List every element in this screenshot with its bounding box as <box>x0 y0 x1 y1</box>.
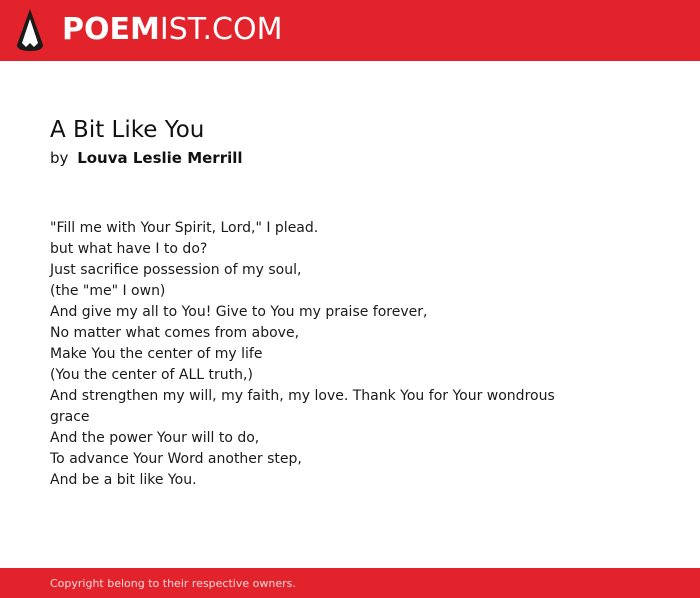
site-logo[interactable] <box>62 12 282 48</box>
site-footer <box>0 568 700 598</box>
poem-line: No matter what comes from above, <box>50 325 300 341</box>
poem-line: And be a bit like You. <box>50 472 197 488</box>
poem-line: And the power Your will to do, <box>50 430 260 446</box>
site-header <box>0 0 700 61</box>
poem-line: "Fill me with Your Spirit, Lord," I plead. <box>50 220 319 236</box>
poem-line: And strengthen my will, my faith, my love. Thank You for Your wondrous grace <box>50 388 555 425</box>
logo-light-text: IST.COM <box>159 12 283 47</box>
poem-line: And give my all to You! Give to You my praise forever, <box>50 304 428 320</box>
logo-bold-text: POEM <box>62 12 160 47</box>
poem-body <box>50 218 560 491</box>
poem-title: A Bit Like You <box>50 117 205 143</box>
copyright-notice: Copyright belong to their respective owners. <box>50 577 296 590</box>
author-name[interactable]: Louva Leslie Merrill <box>77 149 243 167</box>
poem-line: Make You the center of my life <box>50 346 263 362</box>
pencil-tip-icon[interactable] <box>17 9 43 51</box>
poem-line: (the "me" I own) <box>50 283 166 299</box>
poem-line: To advance Your Word another step, <box>50 451 302 467</box>
poem-line: (You the center of ALL truth,) <box>50 367 253 383</box>
poem-line: but what have I to do? <box>50 241 208 257</box>
poem-line: Just sacrifice possession of my soul, <box>50 262 302 278</box>
byline <box>50 149 243 167</box>
by-label: by <box>50 149 69 167</box>
